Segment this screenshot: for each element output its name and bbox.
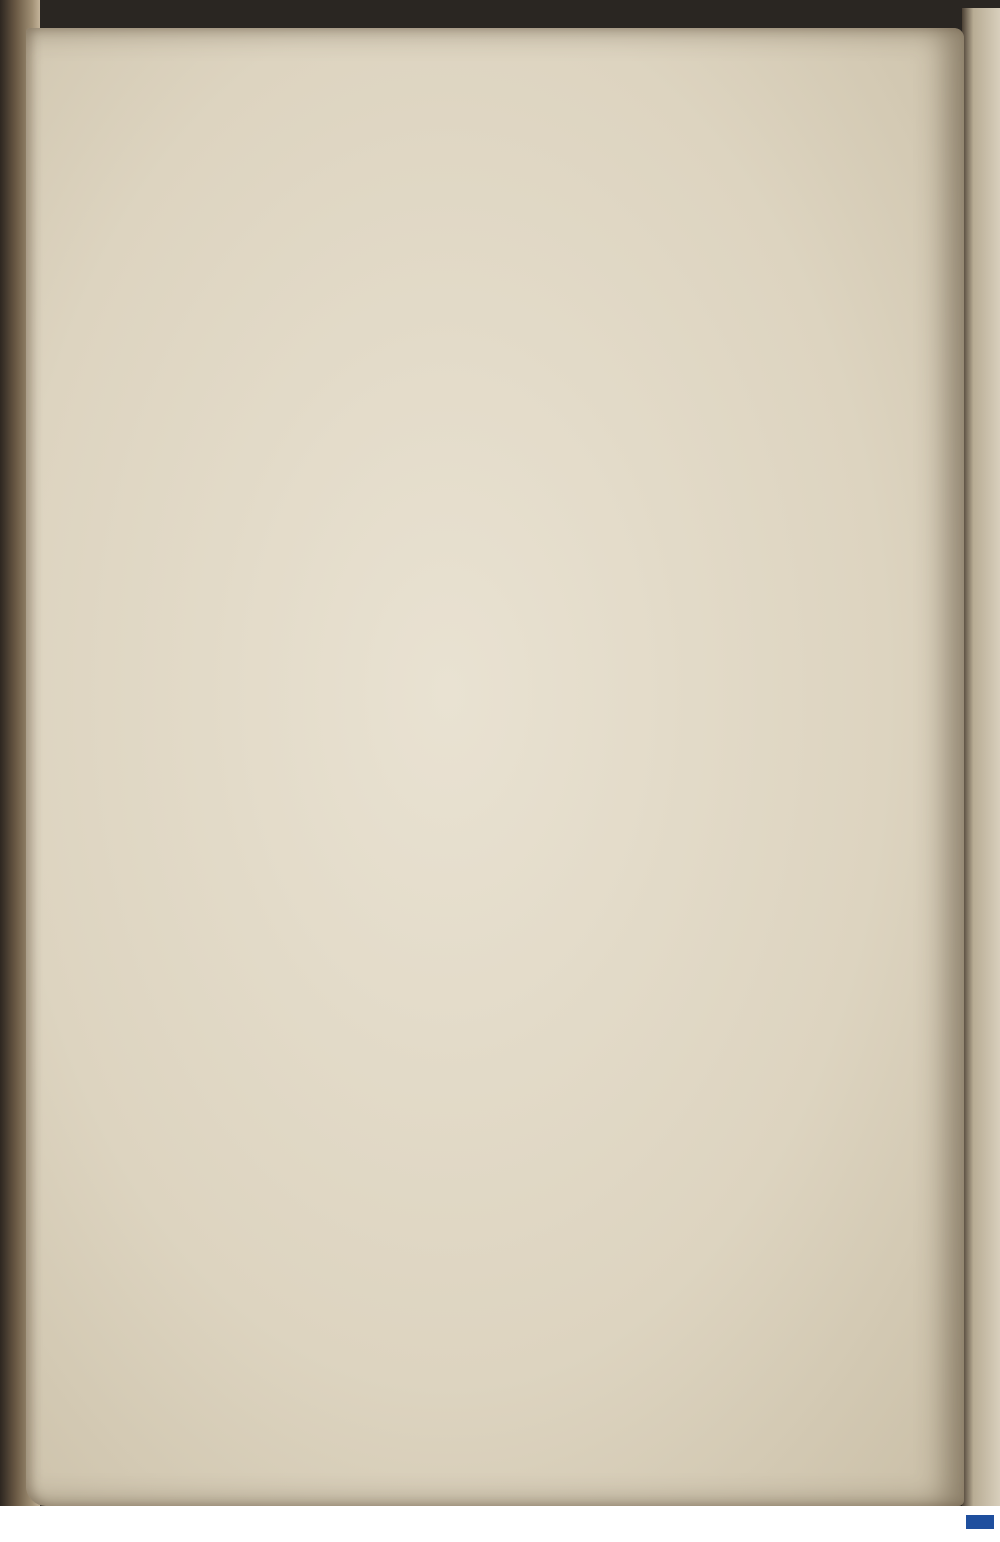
dfg-logo [966, 1515, 994, 1529]
facing-page-edge [962, 8, 1000, 1508]
footer-bar [0, 1506, 1000, 1542]
book-page [26, 28, 964, 1506]
